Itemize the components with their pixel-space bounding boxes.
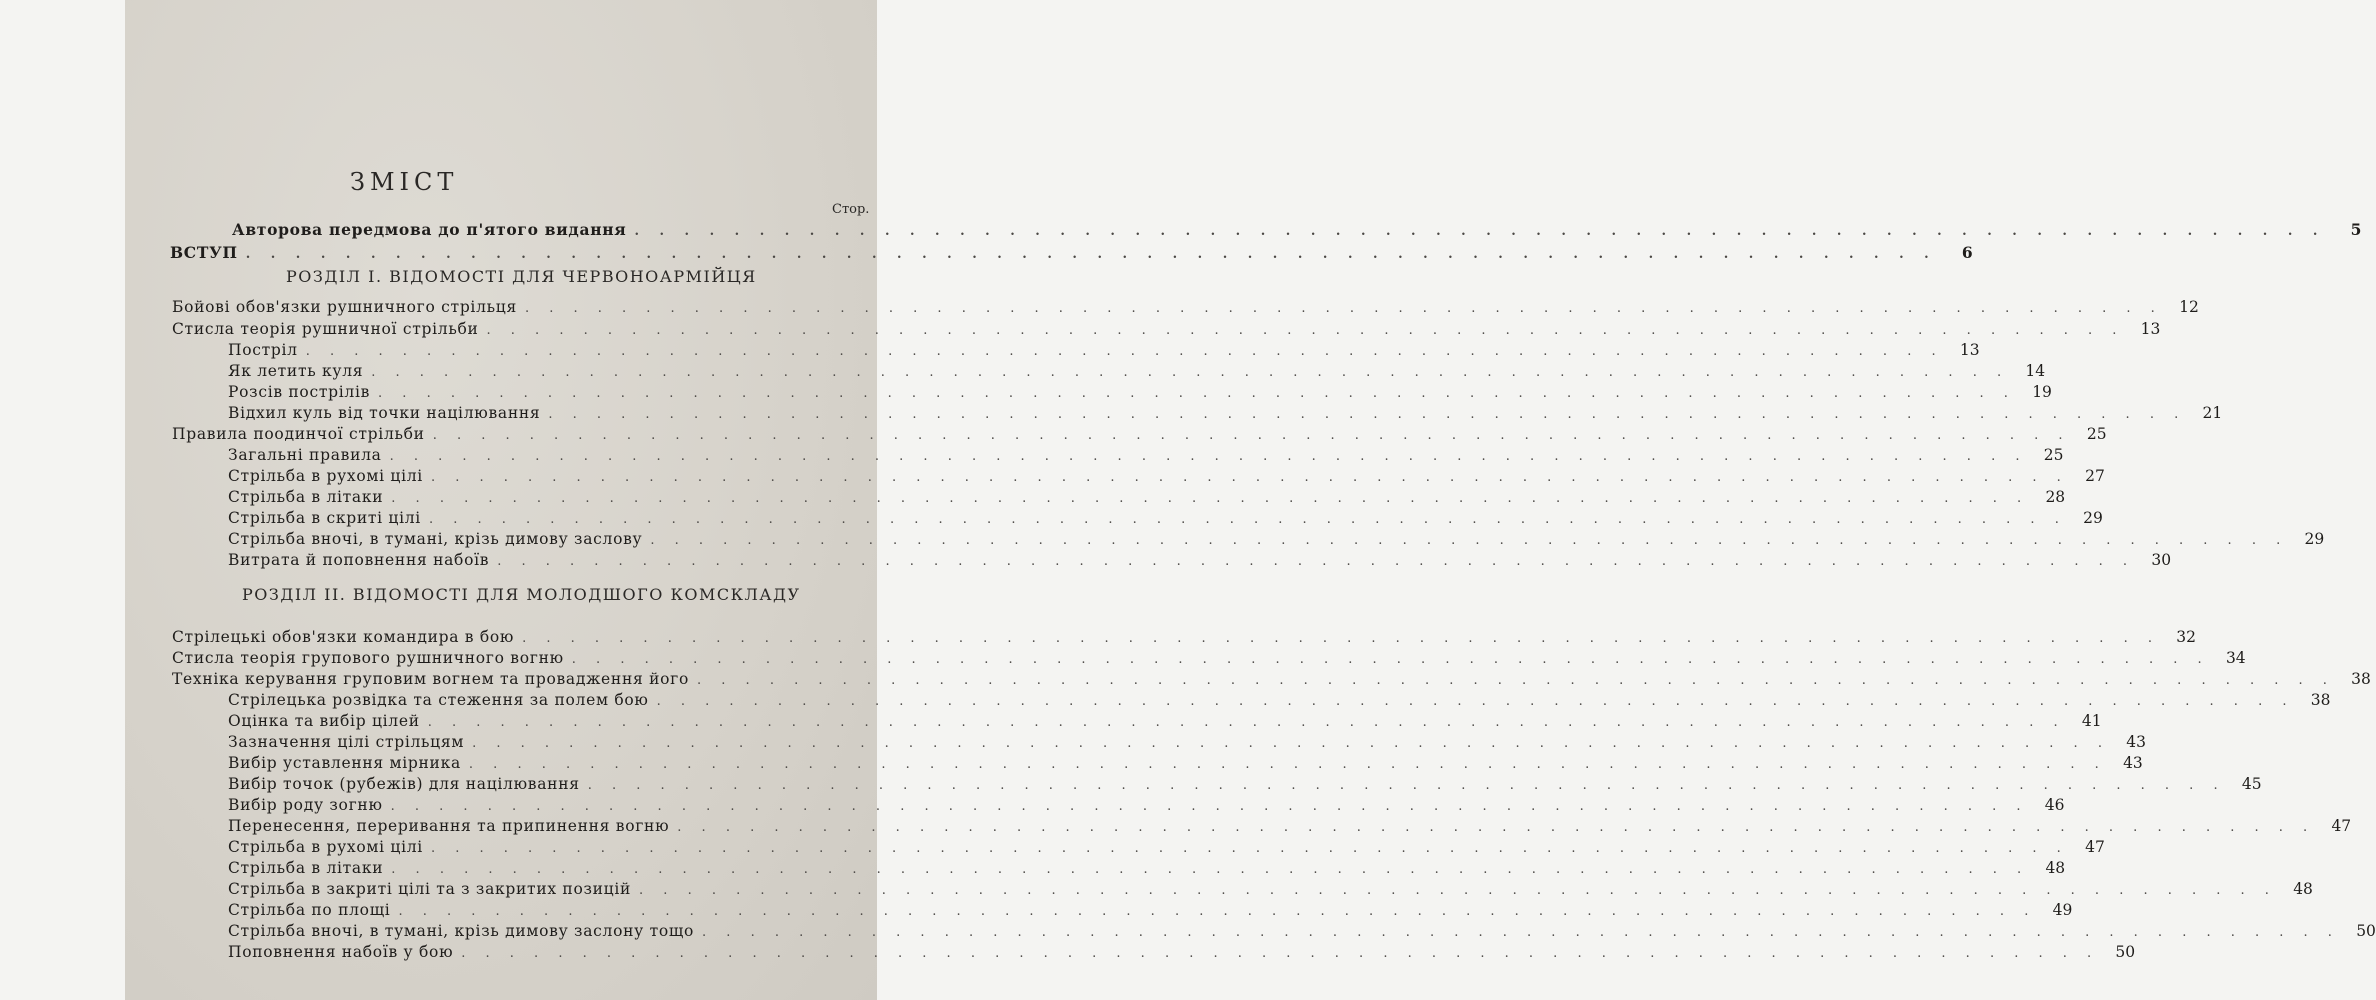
leader-dots: . . . . . . . . . . . . . . . . . . . . . . . . . . . . . . . . . . . . . . . . . . . . . . . . . . . . . . . . . . . . . . . . . . . . [634,224,2326,239]
toc-entry [228,775,2262,795]
leader-dots: . . . . . . . . . . . . . . . . . . . . . . . . . . . . . . . . . . . . . . . . . . . . . . . . . . . . . . . . . . . . . . . . . . . . [548,407,2187,422]
toc-entry [172,320,2161,340]
leader-dots: . . . . . . . . . . . . . . . . . . . . . . . . . . . . . . . . . . . . . . . . . . . . . . . . . . . . . . . . . . . . . . . . . . . . [677,820,2316,835]
toc-entry-label: Витрата й поповнення набоїв [228,551,490,569]
toc-entry [228,404,2223,424]
toc-entry-label: Стрільба в рухомі цілі [228,467,423,485]
toc-entry [172,670,2371,690]
toc-entry-label: Правила поодинчої стрільби [172,425,425,443]
toc-entry-page: 6 [1961,243,1973,262]
toc-entry-page: 34 [2225,649,2246,667]
section-heading: РОЗДІЛ I. ВІДОМОСТІ ДЛЯ ЧЕРВОНОАРМІЙЦЯ [286,267,757,286]
toc-entry-page: 19 [2032,383,2052,401]
toc-entry [228,341,1980,361]
leader-dots: . . . . . . . . . . . . . . . . . . . . . . . . . . . . . . . . . . . . . . . . . . . . . . . . . . . . . . . . . . . . . . . . . . . . [398,904,2037,919]
toc-entry-label: Вибір роду зогню [228,796,383,814]
toc-entry [172,298,2199,318]
leader-dots: . . . . . . . . . . . . . . . . . . . . . . . . . . . . . . . . . . . . . . . . . . . . . . . . . . . . . . . . . . . . . . . . . . . . [378,386,2016,401]
toc-entry-label: Стисла теорія рушничної стрільби [172,320,479,338]
toc-entry-page: 46 [2044,796,2065,814]
toc-entry-page: 27 [2085,467,2105,485]
leader-dots: . . . . . . . . . . . . . . . . . . . . . . . . . . . . . . . . . . . . . . . . . . . . . . . . . . . . . . . . . . . . . . . . . . . . [702,925,2340,940]
page-column-header: Стор. [832,202,870,217]
toc-entry-label: Загальні правила [228,446,382,464]
leader-dots: . . . . . . . . . . . . . . . . . . . . . . . . . . . . . . . . . . . . . . . . . . . . . . . . . . . . . . . . . . . . . . . . . . . . [656,694,2295,709]
toc-entry-page: 43 [2126,733,2146,751]
toc-entry [228,901,2073,921]
section-heading: РОЗДІЛ II. ВІДОМОСТІ ДЛЯ МОЛОДШОГО КОМСКЛАДУ [242,585,801,604]
toc-entry-label: Як летить куля [228,362,364,380]
toc-entry-label: Постріл [228,341,298,359]
toc-entry [228,838,2105,858]
toc-entry-page: 48 [2293,880,2313,898]
toc-entry-page: 50 [2115,943,2136,961]
toc-entry-page: 14 [2025,362,2046,380]
toc-entry-label: Стрільба в скриті цілі [228,509,421,527]
toc-entry [232,220,2362,240]
toc-entry [228,859,2066,879]
toc-entry [172,628,2196,648]
leader-dots: . . . . . . . . . . . . . . . . . . . . . . . . . . . . . . . . . . . . . . . . . . . . . . . . . . . . . . . . . . . . . . . . . . . . [390,799,2029,814]
toc-entry-page: 29 [2304,530,2325,548]
leader-dots: . . . . . . . . . . . . . . . . . . . . . . . . . . . . . . . . . . . . . . . . . . . . . . . . . . . . . . . . . . . . . . . . . . . . [371,365,2010,380]
toc-entry-page: 32 [2176,628,2196,646]
leader-dots: . . . . . . . . . . . . . . . . . . . . . . . . . . . . . . . . . . . . . . . . . . . . . . . . . . . . . . . . . . . . . . . . . . . . [427,715,2066,730]
page-title: ЗМІСТ [350,168,459,196]
leader-dots: . . . . . . . . . . . . . . . . . . . . . . . . . . . . . . . . . . . . . . . . . . . . . . . . . . . . . . . . . . . . . . . . . . . . [432,428,2071,443]
toc-entry [228,691,2331,711]
leader-dots: . . . . . . . . . . . . . . . . . . . . . . . . . . . . . . . . . . . . . . . . . . . . . . . . . . . . . . . . . . . . . . . . . . . . [497,554,2136,569]
toc-entry [228,712,2102,732]
toc-entry-page: 5 [2350,220,2362,239]
toc-entry-label: ВСТУП [170,243,238,262]
leader-dots: . . . . . . . . . . . . . . . . . . . . . . . . . . . . . . . . . . . . . . . . . . . . . . . . . . . . . . . . . . . . . . . . . . . . [245,247,1937,262]
toc-entry-label: Перенесення, переривання та припинення вогню [228,817,670,835]
toc-entry-page: 30 [2151,551,2172,569]
leader-dots: . . . . . . . . . . . . . . . . . . . . . . . . . . . . . . . . . . . . . . . . . . . . . . . . . . . . . . . . . . . . . . . . . . . . [468,757,2107,772]
leader-dots: . . . . . . . . . . . . . . . . . . . . . . . . . . . . . . . . . . . . . . . . . . . . . . . . . . . . . . . . . . . . . . . . . . . . [389,449,2028,464]
toc-entry-page: 38 [2351,670,2371,688]
toc-entry-label: Авторова передмова до п'ятого видання [232,220,627,239]
leader-dots: . . . . . . . . . . . . . . . . . . . . . . . . . . . . . . . . . . . . . . . . . . . . . . . . . . . . . . . . . . . . . . . . . . . . [650,533,2289,548]
toc-entry-label: Стрільба вночі, в тумані, крізь димову заслону тощо [228,922,695,940]
toc-entry-label: Стрільба в рухомі цілі [228,838,423,856]
leader-dots: . . . . . . . . . . . . . . . . . . . . . . . . . . . . . . . . . . . . . . . . . . . . . . . . . . . . . . . . . . . . . . . . . . . . [472,736,2110,751]
toc-entry-label: Розсів пострілів [228,383,371,401]
toc-entry-page: 38 [2310,691,2331,709]
toc-entry [228,467,2105,487]
toc-entry [228,446,2064,466]
toc-entry-page: 25 [2086,425,2107,443]
toc-entry-label: Поповнення набоїв у бою [228,943,454,961]
toc-entry-label: Стрілецькі обов'язки командира в бою [172,628,515,646]
leader-dots: . . . . . . . . . . . . . . . . . . . . . . . . . . . . . . . . . . . . . . . . . . . . . . . . . . . . . . . . . . . . . . . . . . . . [639,883,2277,898]
toc-entry [170,243,1973,263]
leader-dots: . . . . . . . . . . . . . . . . . . . . . . . . . . . . . . . . . . . . . . . . . . . . . . . . . . . . . . . . . . . . . . . . . . . . [428,512,2067,527]
toc-entry-page: 47 [2331,817,2352,835]
toc-entry-page: 12 [2179,298,2199,316]
toc-entry [228,943,2136,963]
toc-entry-label: Вибір точок (рубежів) для націлювання [228,775,580,793]
toc-entry-page: 50 [2356,922,2376,940]
toc-entry [228,733,2146,753]
toc-entry [228,530,2325,550]
toc-entry-label: Стрільба по площі [228,901,391,919]
toc-entry [228,383,2052,403]
leader-dots: . . . . . . . . . . . . . . . . . . . . . . . . . . . . . . . . . . . . . . . . . . . . . . . . . . . . . . . . . . . . . . . . . . . . [461,946,2100,961]
toc-entry [228,796,2065,816]
toc-entry-page: 29 [2083,509,2103,527]
toc-entry-page: 21 [2202,404,2223,422]
toc-entry-page: 48 [2045,859,2066,877]
toc-entry [228,509,2103,529]
leader-dots: . . . . . . . . . . . . . . . . . . . . . . . . . . . . . . . . . . . . . . . . . . . . . . . . . . . . . . . . . . . . . . . . . . . . [430,470,2069,485]
leader-dots: . . . . . . . . . . . . . . . . . . . . . . . . . . . . . . . . . . . . . . . . . . . . . . . . . . . . . . . . . . . . . . . . . . . . [391,491,2030,506]
toc-entry [228,551,2172,571]
toc-entry-label: Оцінка та вибір цілей [228,712,420,730]
toc-entry [172,425,2107,445]
toc-entry-page: 25 [2043,446,2064,464]
toc-entry-label: Стрільба в закриті цілі та з закритих позицій [228,880,632,898]
leader-dots: . . . . . . . . . . . . . . . . . . . . . . . . . . . . . . . . . . . . . . . . . . . . . . . . . . . . . . . . . . . . . . . . . . . . [486,323,2125,338]
toc-entry-label: Стрільба в літаки [228,488,384,506]
toc-entry-label: Стисла теорія групового рушничного вогню [172,649,564,667]
leader-dots: . . . . . . . . . . . . . . . . . . . . . . . . . . . . . . . . . . . . . . . . . . . . . . . . . . . . . . . . . . . . . . . . . . . . [697,673,2335,688]
toc-entry-label: Бойові обов'язки рушничного стрільця [172,298,517,316]
leader-dots: . . . . . . . . . . . . . . . . . . . . . . . . . . . . . . . . . . . . . . . . . . . . . . . . . . . . . . . . . . . . . . . . . . . . [391,862,2030,877]
toc-entry-label: Відхил куль від точки націлювання [228,404,541,422]
leader-dots: . . . . . . . . . . . . . . . . . . . . . . . . . . . . . . . . . . . . . . . . . . . . . . . . . . . . . . . . . . . . . . . . . . . . [305,344,1944,359]
toc-entry-label: Вибір уставлення мірника [228,754,461,772]
toc-entry [172,649,2246,669]
toc-entry-page: 41 [2081,712,2102,730]
toc-entry-page: 28 [2045,488,2066,506]
toc-entry-page: 13 [1959,341,1980,359]
toc-entry-label: Стрільба вночі, в тумані, крізь димову заслову [228,530,643,548]
toc-entry [228,754,2143,774]
toc-entry-page: 47 [2085,838,2105,856]
leader-dots: . . . . . . . . . . . . . . . . . . . . . . . . . . . . . . . . . . . . . . . . . . . . . . . . . . . . . . . . . . . . . . . . . . . . [430,841,2069,856]
toc-entry-page: 45 [2241,775,2262,793]
toc-entry-page: 49 [2052,901,2073,919]
toc-entry [228,817,2352,837]
leader-dots: . . . . . . . . . . . . . . . . . . . . . . . . . . . . . . . . . . . . . . . . . . . . . . . . . . . . . . . . . . . . . . . . . . . . [571,652,2210,667]
leader-dots: . . . . . . . . . . . . . . . . . . . . . . . . . . . . . . . . . . . . . . . . . . . . . . . . . . . . . . . . . . . . . . . . . . . . [522,631,2160,646]
toc-entry-label: Зазначення цілі стрільцям [228,733,465,751]
leader-dots: . . . . . . . . . . . . . . . . . . . . . . . . . . . . . . . . . . . . . . . . . . . . . . . . . . . . . . . . . . . . . . . . . . . . [587,778,2226,793]
toc-entry-label: Техніка керування груповим вогнем та провадження його [172,670,690,688]
toc-entry-page: 13 [2140,320,2161,338]
toc-entry [228,488,2066,508]
leader-dots: . . . . . . . . . . . . . . . . . . . . . . . . . . . . . . . . . . . . . . . . . . . . . . . . . . . . . . . . . . . . . . . . . . . . [524,301,2163,316]
toc-entry-label: Стрілецька розвідка та стеження за полем бою [228,691,649,709]
toc-entry-label: Стрільба в літаки [228,859,384,877]
toc-entry [228,880,2313,900]
toc-entry-page: 43 [2123,754,2143,772]
toc-entry [228,362,2046,382]
toc-entry [228,922,2376,942]
